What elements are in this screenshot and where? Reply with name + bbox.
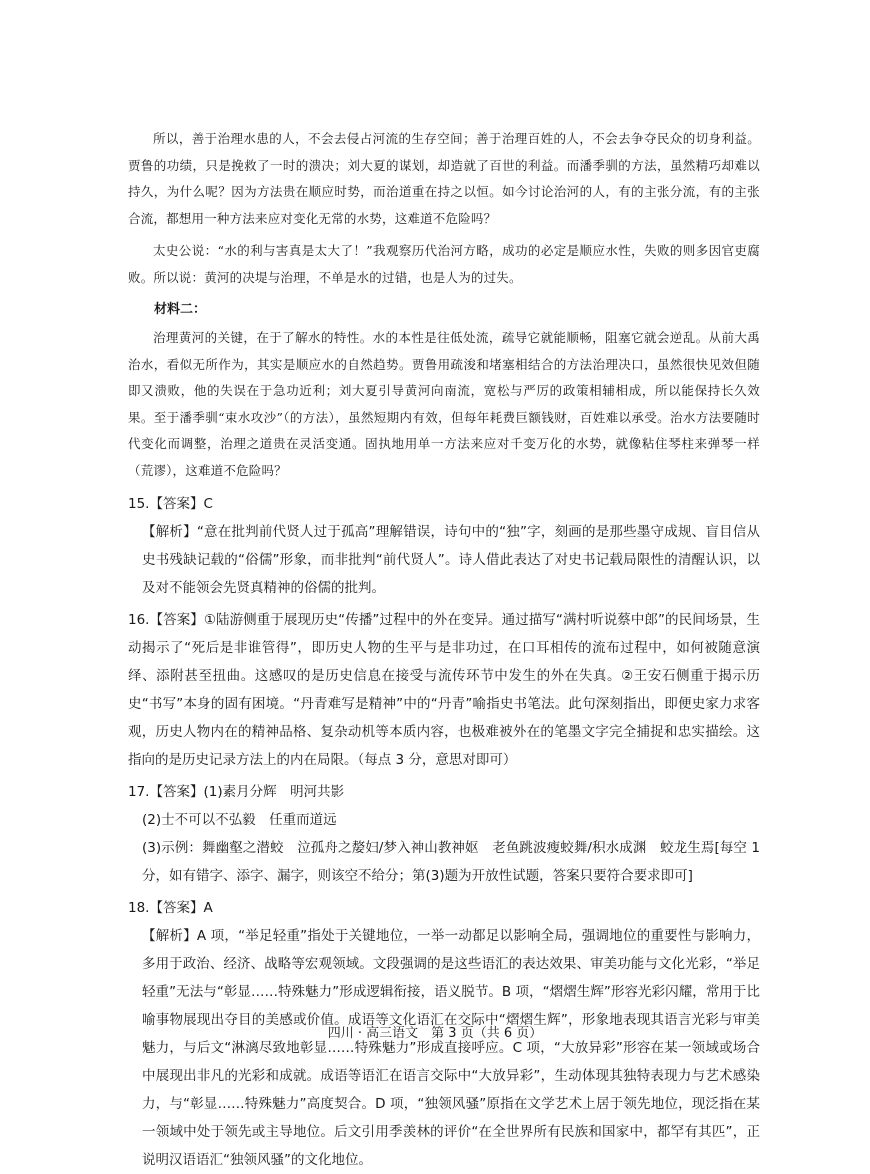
material2-heading: 材料二： (154, 302, 207, 317)
answer-17-line-2: (2)士不可以不弘毅 任重而道远 (142, 812, 337, 828)
material1-paragraph-1: 所以，善于治理水患的人，不会去侵占河流的生存空间；善于治理百姓的人，不会去争夺民众的切身利益。贾鲁的功绩，只是挽救了一时的溃决；刘大夏的谋划，却造就了百世的利益。而潘季驯的方法，虽然精巧却难以持久，为什么呢？因为方法贵在顺应时势，而治道重在持之以恒。如今讨论治河的人，有的主张分流，有的主张合流，都想用一种方法来应对变化无常的水势，这难道不危险吗？ (128, 131, 760, 226)
answer-18-label: 18.【答案】A (128, 900, 213, 916)
answer-15-label: 15.【答案】C (128, 496, 213, 512)
material2-paragraph: 治理黄河的关键，在于了解水的特性。水的本性是往低处流，疏导它就能顺畅，阻塞它就会逆乱。从前大禹治水，看似无所作为，其实是顺应水的自然趋势。贾鲁用疏浚和堵塞相结合的方法治理决口，虽然很快见效但随即又溃败，他的失误在于急功近利；刘大夏引导黄河向南流，宽松与严厉的政策相辅相成，所以能保持长久效果。至于潘季驯“束水攻沙”（的方法），虽然短期内有效，但每年耗费巨额钱财，百姓难以承受。治水方法要随时代变化而调整，治理之道贵在灵活变通。固执地用单一方法来应对千变万化的水势，就像粘住琴柱来弹琴一样（荒谬），这难道不危险吗？ (128, 330, 760, 478)
page-footer: 四川 · 高三语文 第 3 页（共 6 页） (327, 1026, 543, 1041)
answer-17-line-3: (3)示例：舞幽壑之潜蛟 泣孤舟之嫠妇/梦入神山教神妪 老鱼跳波瘦蛟舞/积水成渊 蛟龙生焉[每空 1 分，如有错字、添字、漏字，则该空不给分；第(3)题为开放性试题，答案只要符合要求即可] (142, 840, 760, 884)
page-content (128, 126, 760, 1174)
answer-15-explanation: 【解析】“意在批判前代贤人过于孤高”理解错误，诗句中的“独”字，刻画的是那些墨守成规、盲目信从史书残缺记载的“俗儒”形象，而非批判“前代贤人”。诗人借此表达了对史书记载局限性的清醒认识，以及对不能领会先贤真精神的俗儒的批判。 (142, 524, 760, 596)
material1-paragraph-2: 太史公说：“水的利与害真是太大了！”我观察历代治河方略，成功的必定是顺应水性，失败的则多因官吏腐败。所以说：黄河的决堤与治理，不单是水的过错，也是人为的过失。 (128, 243, 760, 285)
answer-16: 16.【答案】①陆游侧重于展现历史“传播”过程中的外在变异。通过描写“满村听说蔡中郎”的民间场景，生动揭示了“死后是非谁管得”，即历史人物的生平与是非功过，在口耳相传的流布过程中，如何被随意演绎、添附甚至扭曲。这感叹的是历史信息在接受与流传环节中发生的外在失真。②王安石侧重于揭示历史“书写”本身的固有困境。“丹青难写是精神”中的“丹青”喻指史书笔法。此句深刻指出，即便史家力求客观，历史人物内在的精神品格、复杂动机等本质内容，也极难被外在的笔墨文字完全捕捉和忠实描绘。这指向的是历史记录方法上的内在局限。（每点 3 分，意思对即可） (128, 612, 760, 768)
answer-18-explanation: 【解析】A 项，“举足轻重”指处于关键地位，一举一动都足以影响全局，强调地位的重要性与影响力，多用于政治、经济、战略等宏观领域。文段强调的是这些语汇的表达效果、审美功能与文化光彩，“举足轻重”无法与“彰显……特殊魅力”形成逻辑衔接，语义脱节。B 项，“熠熠生辉”形容光彩闪耀，常用于比喻事物展现出夺目的美感或价值。成语等文化语汇在交际中“熠熠生辉”，形象地表现其语言光彩与审美魅力，与后文“淋漓尽致地彰显……特殊魅力”形成直接呼应。C 项，“大放异彩”形容在某一领域或场合中展现出非凡的光彩和成就。成语等语汇在语言交际中“大放异彩”，生动体现其独特表现力与艺术感染力，与“彰显……特殊魅力”高度契合。D 项，“独领风骚”原指在文学艺术上居于领先地位，现泛指在某一领域中处于领先或主导地位。后文引用季羡林的评价“在全世界所有民族和国家中，都罕有其匹”，正说明汉语语汇“独领风骚”的文化地位。 (142, 928, 760, 1168)
answer-17-label: 17.【答案】(1)素月分辉 明河共影 (128, 784, 345, 800)
